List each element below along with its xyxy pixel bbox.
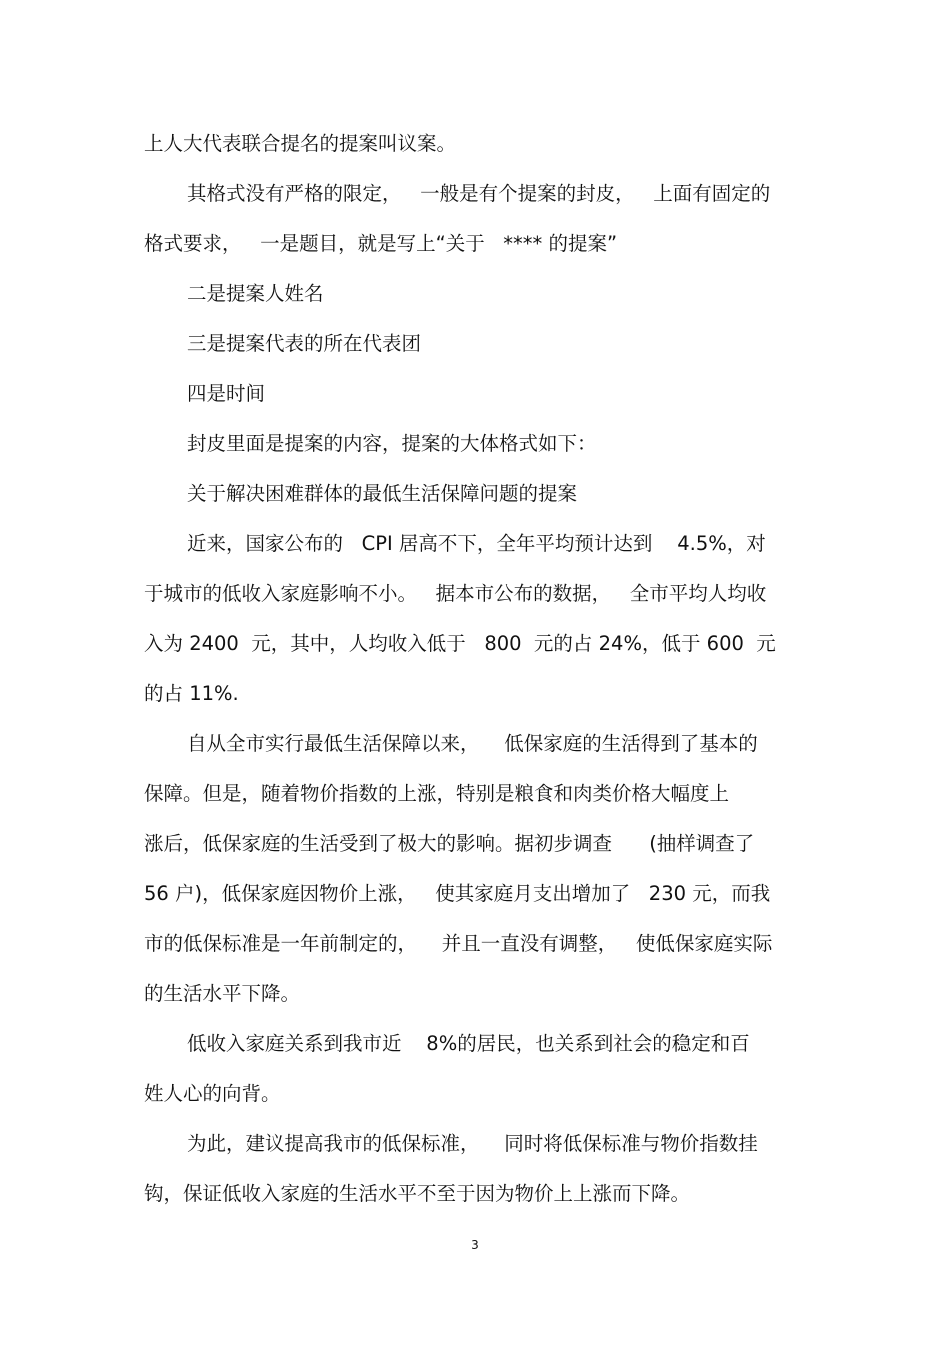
text-line: 市的低保标准是一年前制定的， 并且一直没有调整， 使低保家庭实际 (144, 932, 773, 955)
text-line: 为此，建议提高我市的低保标准， 同时将低保标准与物价指数挂 (187, 1132, 758, 1155)
page-number: 3 (471, 1238, 479, 1252)
text-line: 于城市的低收入家庭影响不小。 据本市公布的数据， 全市平均人均收 (144, 582, 767, 605)
text-line: 56 户)，低保家庭因物价上涨， 使其家庭月支出增加了 230 元，而我 (144, 882, 771, 905)
text-line: 三是提案代表的所在代表团 (187, 332, 422, 355)
text-line: 钩，保证低收入家庭的生活水平不至于因为物价上上涨而下降。 (144, 1182, 691, 1205)
text-line: 上人大代表联合提名的提案叫议案。 (144, 132, 457, 155)
text-line: 其格式没有严格的限定， 一般是有个提案的封皮， 上面有固定的 (187, 182, 771, 205)
text-line: 涨后，低保家庭的生活受到了极大的影响。据初步调查 (抽样调查了 (144, 832, 755, 855)
text-line: 的占 11%. (144, 682, 239, 705)
text-line: 关于解决困难群体的最低生活保障问题的提案 (187, 482, 578, 505)
text-line: 四是时间 (187, 382, 266, 405)
text-line: 姓人心的向背。 (144, 1082, 281, 1105)
text-line: 低收入家庭关系到我市近 8%的居民，也关系到社会的稳定和百 (187, 1032, 750, 1055)
text-line: 近来，国家公布的 CPI 居高不下，全年平均预计达到 4.5%，对 (187, 532, 766, 555)
text-line: 的生活水平下降。 (144, 982, 301, 1005)
text-line: 保障。但是，随着物价指数的上涨，特别是粮食和肉类价格大幅度上 (144, 782, 730, 805)
text-line: 二是提案人姓名 (187, 282, 324, 305)
text-line: 封皮里面是提案的内容，提案的大体格式如下： (187, 432, 597, 455)
text-line: 格式要求， 一是题目，就是写上“关于 **** 的提案” (144, 232, 618, 255)
text-line: 自从全市实行最低生活保障以来， 低保家庭的生活得到了基本的 (187, 732, 758, 755)
text-line: 入为 2400 元，其中，人均收入低于 800 元的占 24%，低于 600 元 (144, 632, 776, 655)
